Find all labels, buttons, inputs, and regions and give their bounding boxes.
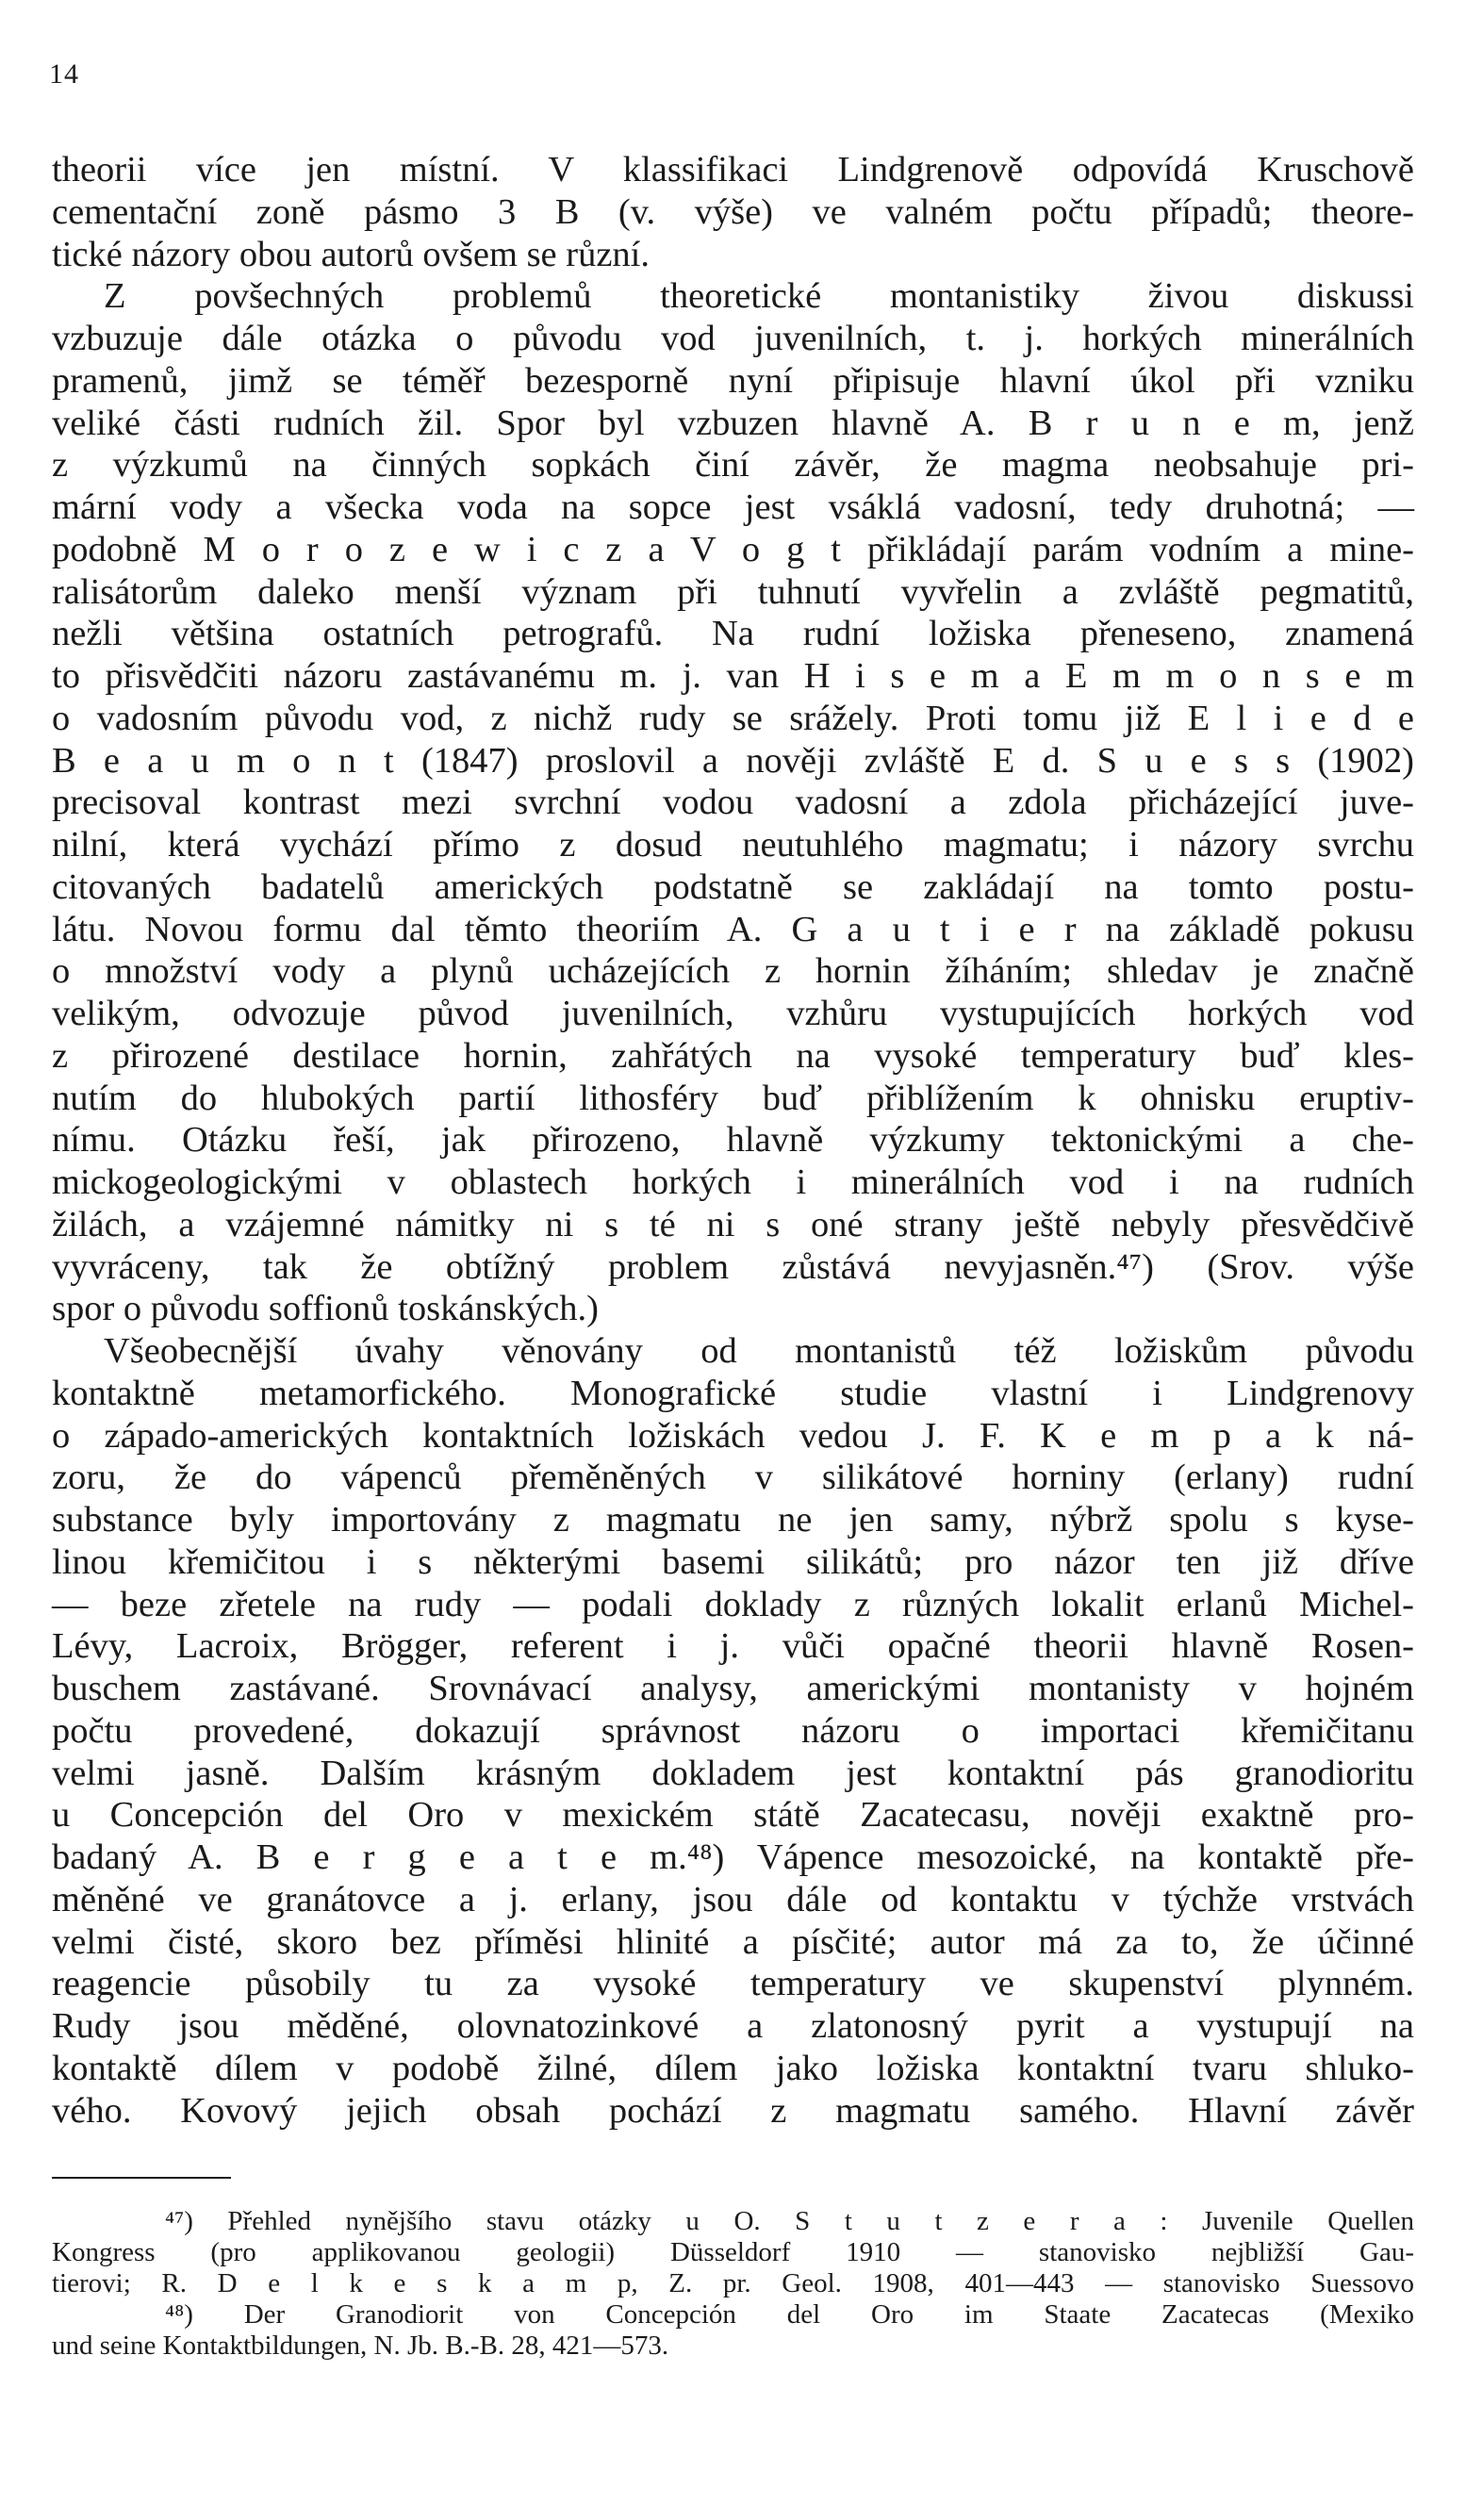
text-line: precisoval kontrast mezi svrchní vodou vadosní a zdola přicházející juve- xyxy=(52,782,1414,823)
footnote-line: tierovi; R. D e l k e s k a m p, Z. pr. Geol. 1908, 401—443 — stanovisko Suessovo xyxy=(52,2268,1414,2298)
text-line: to přisvědčiti názoru zastávanému m. j. van H i s e m a E m m o n s e m xyxy=(52,656,1414,696)
text-line: reagencie působily tu za vysoké temperatury ve skupenství plynném. xyxy=(52,1964,1414,2004)
text-line: u Concepción del Oro v mexickém státě Zacatecasu, nověji exaktně pro- xyxy=(52,1795,1414,1836)
text-line: Z povšechných problemů theoretické montanistiky živou diskussi xyxy=(104,276,1414,317)
text-line: o vadosním původu vod, z nichž rudy se srážely. Proti tomu již E l i e d e xyxy=(52,698,1414,738)
text-line: nímu. Otázku řeší, jak přirozeno, hlavně výzkumy tektonickými a che- xyxy=(52,1120,1414,1161)
text-line: měněné ve granátovce a j. erlany, jsou dále od kontaktu v týchže vrstvách xyxy=(52,1879,1414,1919)
text-line: theorii více jen místní. V klassifikaci Lindgrenově odpovídá Kruschově xyxy=(52,150,1414,189)
text-line: tické názory obou autorů ovšem se různí. xyxy=(52,234,650,274)
text-line: žilách, a vzájemné námitky ni s té ni s oné strany ještě nebyly přesvědčivě xyxy=(52,1204,1414,1244)
text-line: nežli většina ostatních petrografů. Na rudní ložiska přeneseno, znamená xyxy=(52,614,1414,654)
body-text xyxy=(52,149,1414,2132)
text-line: velikým, odvozuje původ juvenilních, vzhůru vystupujících horkých vod xyxy=(52,994,1414,1033)
text-line: vého. Kovový jejich obsah pochází z magmatu samého. Hlavní závěr xyxy=(52,2090,1414,2131)
text-line: z přirozené destilace hornin, zahřátých na vysoké temperatury buď kles- xyxy=(52,1035,1414,1076)
footnote-divider xyxy=(52,2177,231,2179)
text-line: — beze zřetele na rudy — podali doklady z různých lokalit erlanů Michel- xyxy=(52,1584,1414,1624)
text-line: látu. Novou formu dal těmto theoriím A. G a u t i e r na základě pokusu xyxy=(52,909,1414,949)
text-line: citovaných badatelů amerických podstatně se zakládají na tomto postu- xyxy=(52,866,1414,907)
text-line: o západo-amerických kontaktních ložiskách vedou J. F. K e m p a k ná- xyxy=(52,1415,1414,1456)
text-line: B e a u m o n t (1847) proslovil a nověji zvláště E d. S u e s s (1902) xyxy=(52,740,1414,781)
footnote-line: und seine Kontaktbildungen, N. Jb. B.-B. 28, 421—573. xyxy=(52,2331,669,2361)
footnote-line: Kongress (pro applikovanou geologii) Düsseldorf 1910 — stanovisko nejbližší Gau- xyxy=(52,2237,1414,2267)
text-line: pramenů, jimž se téměř bezesporně nyní připisuje hlavní úkol při vzniku xyxy=(52,360,1414,401)
footnotes xyxy=(52,2206,1414,2362)
text-line: vyvráceny, tak že obtížný problem zůstává nevyjasněn.⁴⁷) (Srov. výše xyxy=(52,1246,1414,1287)
text-line: Lévy, Lacroix, Brögger, referent i j. vůči opačné theorii hlavně Rosen- xyxy=(52,1626,1414,1667)
text-line: nilní, která vychází přímo z dosud neutuhlého magmatu; i názory svrchu xyxy=(52,825,1414,865)
text-line: spor o původu soffionů toskánských.) xyxy=(52,1289,599,1329)
page-number: 14 xyxy=(49,58,79,90)
text-line: cementační zoně pásmo 3 B (v. výše) ve valném počtu případů; theore- xyxy=(52,191,1414,232)
text-line: veliké části rudních žil. Spor byl vzbuzen hlavně A. B r u n e m, jenž xyxy=(52,403,1414,443)
text-line: ralisátorům daleko menší význam při tuhnutí vyvřelin a zvláště pegmatitů, xyxy=(52,571,1414,612)
text-line: vzbuzuje dále otázka o původu vod juvenilních, t. j. horkých minerálních xyxy=(52,319,1414,358)
text-line: zoru, že do vápenců přeměněných v silikátové horniny (erlany) rudní xyxy=(52,1458,1414,1498)
text-line: linou křemičitou i s některými basemi silikátů; pro názor ten již dříve xyxy=(52,1541,1414,1582)
text-line: substance byly importovány z magmatu ne jen samy, nýbrž spolu s kyse- xyxy=(52,1500,1414,1540)
text-line: mární vody a všecka voda na sopce jest vsáklá vadosní, tedy druhotná; — xyxy=(52,487,1414,527)
text-line: z výzkumů na činných sopkách činí závěr, že magma neobsahuje pri- xyxy=(52,445,1414,486)
text-line: o množství vody a plynů ucházejících z hornin žíháním; shledav je značně xyxy=(52,951,1414,992)
text-line: velmi jasně. Dalším krásným dokladem jest kontaktní pás granodioritu xyxy=(52,1753,1414,1793)
text-line: velmi čisté, skoro bez příměsi hlinité a písčité; autor má za to, že účinné xyxy=(52,1921,1414,1962)
text-line: Rudy jsou měděné, olovnatozinkové a zlatonosný pyrit a vystupují na xyxy=(52,2006,1414,2046)
text-line: buschem zastávané. Srovnávací analysy, americkými montanisty v hojném xyxy=(52,1669,1414,1708)
text-line: počtu provedené, dokazují správnost názoru o importaci křemičitanu xyxy=(52,1710,1414,1751)
text-line: kontaktě dílem v podobě žilné, dílem jako ložiska kontaktní tvaru shluko- xyxy=(52,2048,1414,2088)
text-line: Všeobecnější úvahy věnovány od montanistů též ložiskům původu xyxy=(104,1331,1414,1371)
footnote-line: ⁴⁷) Přehled nynějšího stavu otázky u O. S t u t z e r a : Juvenile Quellen xyxy=(165,2206,1414,2236)
text-line: nutím do hlubokých partií lithosféry buď přiblížením k ohnisku eruptiv- xyxy=(52,1078,1414,1118)
text-line: kontaktně metamorfického. Monografické studie vlastní i Lindgrenovy xyxy=(52,1373,1414,1413)
text-line: badaný A. B e r g e a t e m.⁴⁸) Vápence mesozoické, na kontaktě pře- xyxy=(52,1837,1414,1877)
footnote-line: ⁴⁸) Der Granodiorit von Concepción del Oro im Staate Zacatecas (Mexiko xyxy=(165,2299,1414,2330)
text-line: podobně M o r o z e w i c z a V o g t přikládají parám vodním a mine- xyxy=(52,529,1414,569)
text-line: mickogeologickými v oblastech horkých i minerálních vod i na rudních xyxy=(52,1162,1414,1202)
